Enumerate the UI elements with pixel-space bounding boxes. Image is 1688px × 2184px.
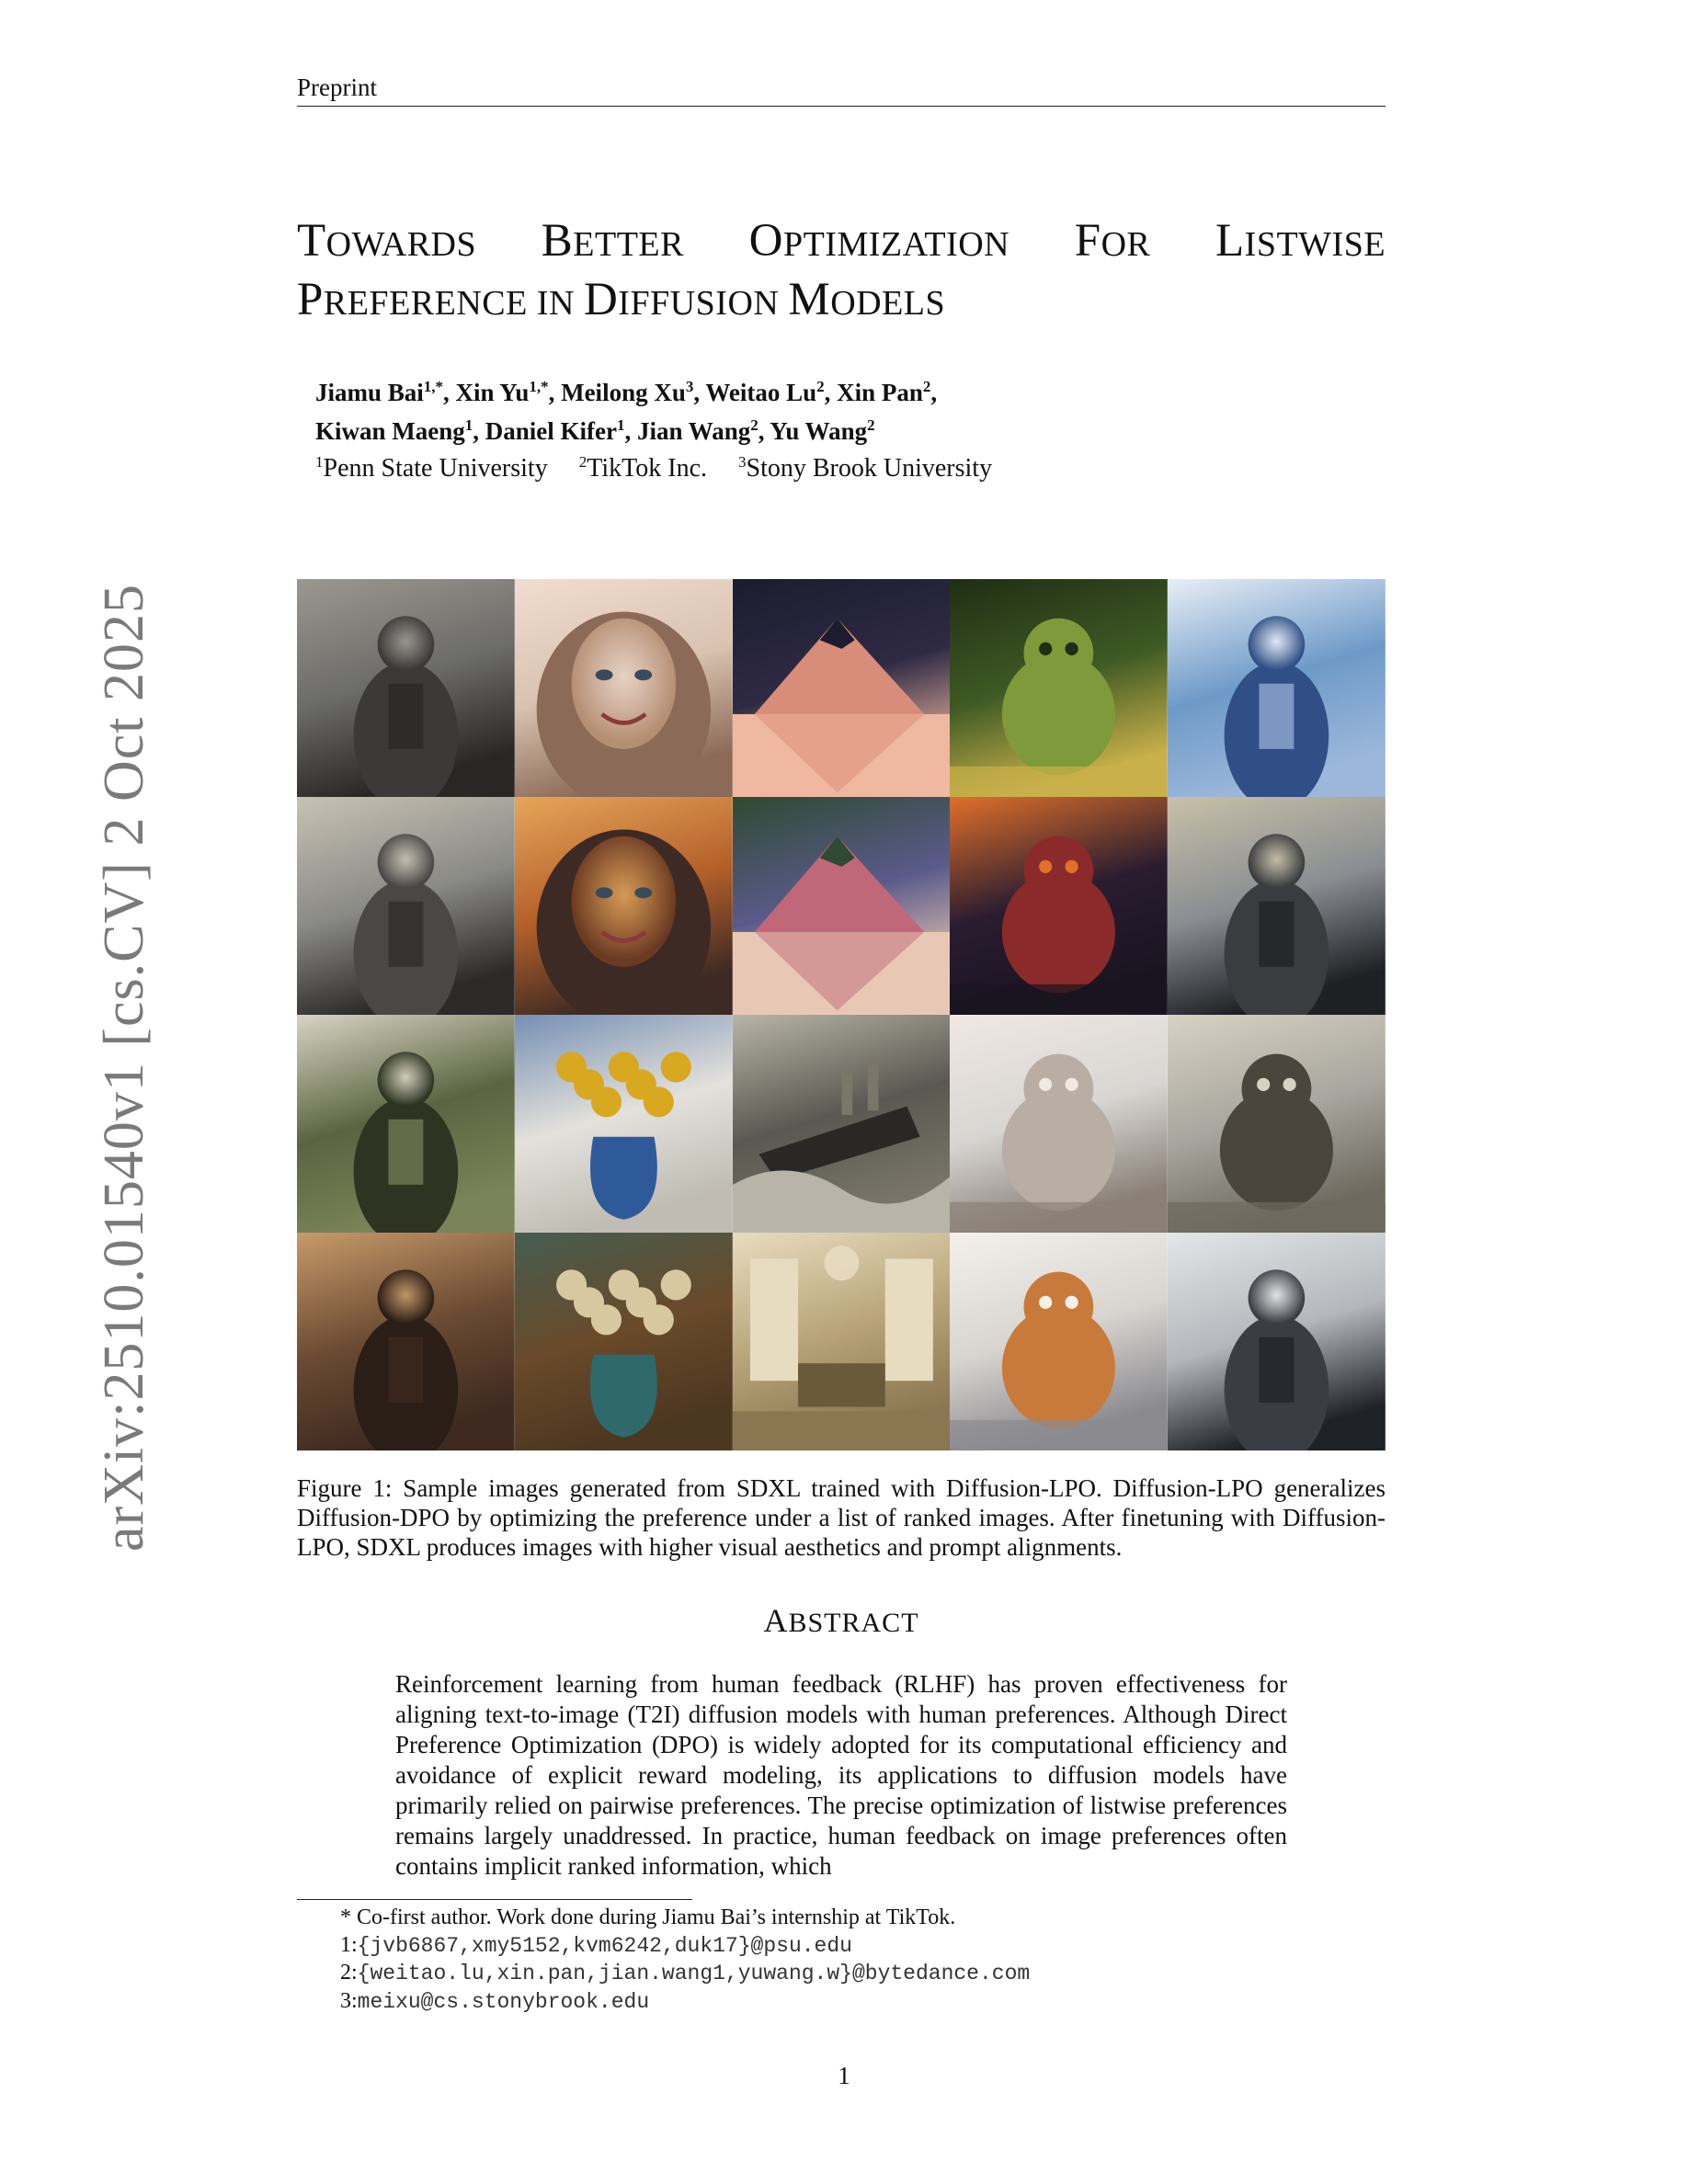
email-link-stonybrook[interactable]: meixu@cs.stonybrook.edu <box>357 1989 650 2014</box>
email-link-bytedance[interactable]: {weitao.lu,xin.pan,jian.wang1,yuwang.w}@bytedance.com <box>357 1962 1031 1985</box>
paper-title <box>297 213 1386 331</box>
red-dragon-fire-image <box>950 797 1168 1015</box>
author-name: Xin $Yu^{1,*}$ <box>455 378 549 406</box>
title-word: TOWARDS <box>297 215 477 267</box>
owl-branch-image <box>1168 1015 1386 1233</box>
affiliation-list <box>315 453 1023 483</box>
page-number: 1 <box>838 2062 850 2089</box>
author-name: Jian Wang$^2$ <box>636 416 758 445</box>
author-name: Daniel Kifer$^1$ <box>485 416 625 445</box>
title-word: FOR <box>1074 215 1151 267</box>
arxiv-identifier-stamp: arXiv:2510.01540v1 [cs.CV] 2 Oct 2025 <box>93 584 155 1552</box>
girl-flower-crown-image <box>515 579 733 797</box>
mountain-lake-sunset-image <box>733 579 951 797</box>
running-head: Preprint <box>297 74 1386 107</box>
victorian-gentleman-image <box>297 1233 515 1450</box>
title-word: DIFFUSION <box>583 274 780 325</box>
smiling-woman-sun-image <box>515 797 733 1015</box>
title-word: IN <box>536 284 575 323</box>
cat-laptop-image <box>950 1233 1168 1450</box>
author-name: Jiamu Bai$^{1,*}$ <box>315 378 444 406</box>
footnote-stonybrook-email: 3:meixu@cs.stonybrook.edu <box>340 1988 650 2014</box>
blue-demon-warrior-image <box>1168 579 1386 797</box>
author-name: Kiwan Maeng$^1$ <box>315 416 473 445</box>
woman-ruined-city-image <box>297 579 515 797</box>
author-name: Meilong Xu$^3$ <box>561 378 694 406</box>
affiliation: $^1$Penn State University <box>315 453 548 483</box>
cyborg-robot-image <box>1168 797 1386 1015</box>
title-line-1 <box>297 213 1386 272</box>
affiliation: $^2$TikTok Inc. <box>578 453 708 483</box>
raccoon-top-hat-image <box>1168 1233 1386 1450</box>
email-link-psu[interactable]: {jvb6867,xmy5152,kvm6242,duk17}@psu.edu <box>357 1933 852 1958</box>
abstract-heading: ABSTRACT <box>763 1602 919 1639</box>
title-word: OPTIMIZATION <box>748 215 1010 267</box>
figure-1-image-grid <box>297 579 1386 1450</box>
abstract-text: Reinforcement learning from human feedback (RLHF) has proven effectiveness for aligning text-to-image (T2I) diffusion models with human preferences. Although Direct Preference Optimization (DPO) is widely adopted for its computational efficiency and avoidance of explicit reward modeling, its applications to diffusion models have primarily relied on pairwise preferences. The precise optimization of listwise preferences remains largely unaddressed. In practice, human feedback on image preferences often contains implicit ranked information, which <box>395 1670 1287 1880</box>
footnote-bytedance-emails: 2:{weitao.lu,xin.pan,jian.wang1,yuwang.w}@bytedance.com <box>340 1961 1031 1985</box>
title-word: MODELS <box>788 274 946 325</box>
author-name: Xin Pan$^2$ <box>837 378 931 406</box>
yellow-flowers-vase-image <box>515 1015 733 1233</box>
figure-caption: Figure 1: Sample images generated from SDXL trained with Diffusion-LPO. Diffusion-LPO generalizes Diffusion-DPO by optimizing the preference under a list of ranked images. After finetuning with Diffusion-LPO, SDXL produces images with higher visual aesthetics and prompt alignments. <box>297 1474 1386 1561</box>
title-word: PREFERENCE <box>297 274 528 325</box>
title-word: BETTER <box>541 215 684 267</box>
footnote-divider <box>297 1899 692 1900</box>
veiled-woman-pond-image <box>297 1015 515 1233</box>
footnote-psu-emails: 1:{jvb6867,xmy5152,kvm6242,duk17}@psu.edu <box>340 1932 852 1958</box>
footnotes <box>340 1905 1030 2016</box>
steampunk-owl-jar-image <box>515 1233 733 1450</box>
author-list: Jiamu Bai$^{1,*}$, Xin $Yu^{1,*}$, Meilong Xu$^3$, Weitao Lu$^2$, Xin Pan$^2$, Kiwan Maeng$^1$, Daniel Kifer$^1$, Jian Wang$^2$, Yu Wang$^2$ <box>315 378 938 445</box>
footnote-co-first: * Co-first author. Work done during Jiamu Bai’s internship at TikTok. <box>340 1905 956 1929</box>
armored-knight-image <box>297 797 515 1015</box>
mountain-pagoda-image <box>733 797 951 1015</box>
title-line-2 <box>297 272 1386 331</box>
ornate-bedroom-image <box>733 1233 951 1450</box>
bunny-eggs-image <box>950 1015 1168 1233</box>
affiliation: $^3$Stony Brook University <box>738 453 993 483</box>
author-name: Yu Wang$^2$ <box>770 416 875 445</box>
author-name: Weitao Lu$^2$ <box>705 378 825 406</box>
title-word: LISTWISE <box>1215 215 1386 267</box>
green-dragon-waterfall-image <box>950 579 1168 797</box>
sinking-ship-storm-image <box>733 1015 951 1233</box>
